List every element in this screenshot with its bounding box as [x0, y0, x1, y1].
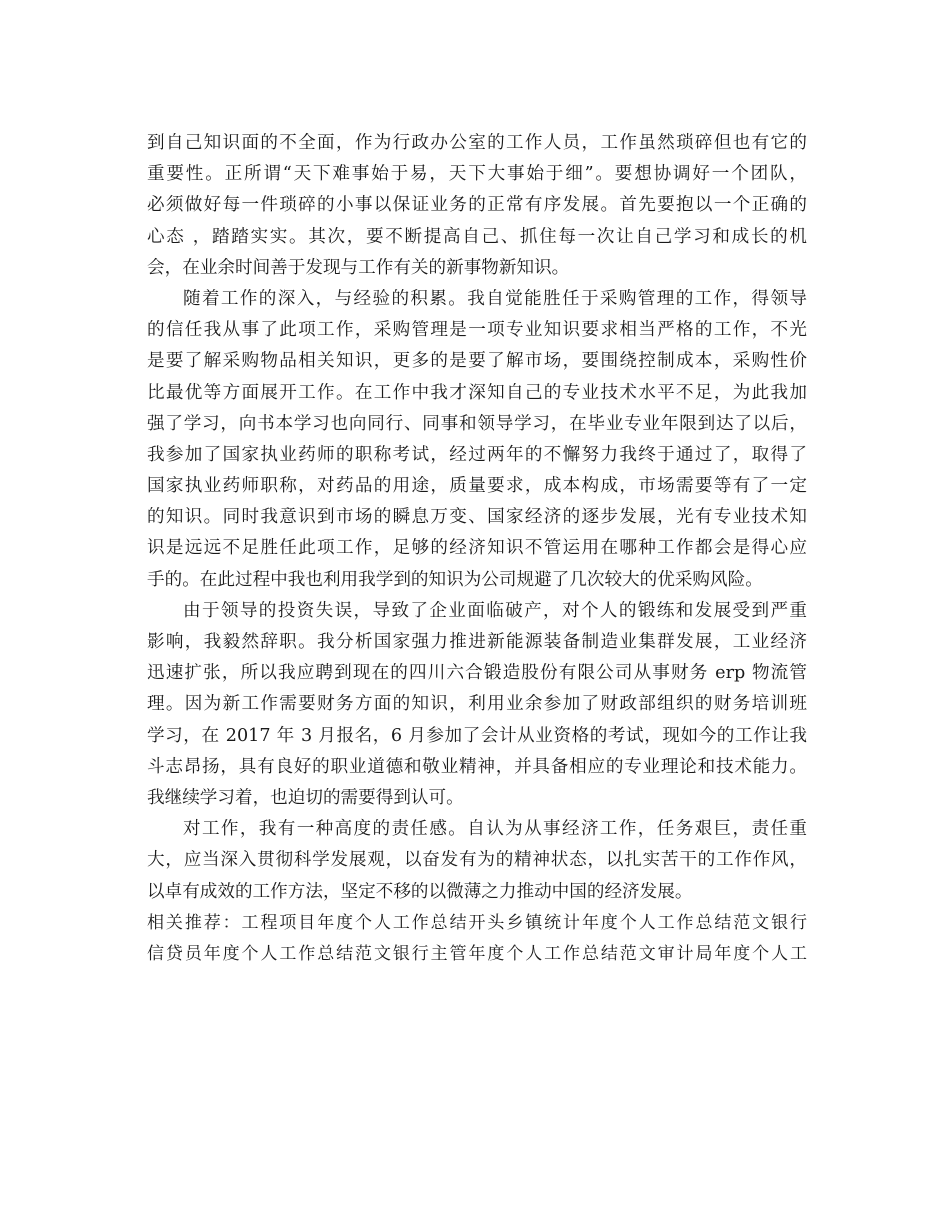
text-line: 到自己知识面的不全面，作为行政办公室的工作人员，工作虽然琐碎但也有它的 [147, 133, 807, 153]
paragraph-2 [147, 284, 807, 596]
text-line: 会，在业余时间善于发现与工作有关的新事物新知识。 [147, 257, 570, 278]
paragraph-3 [147, 596, 807, 814]
text-line: 重要性。正所谓“天下难事始于易，天下大事始于细”。要想协调好一个团队， [147, 164, 807, 185]
text-line: 由于领导的投资失误，导致了企业面临破产，对个人的锻练和发展受到严重 [183, 600, 807, 621]
text-line: 比最优等方面展开工作。在工作中我才深知自己的专业技术水平不足，为此我加 [147, 382, 807, 403]
text-line: 大，应当深入贯彻科学发展观，以奋发有为的精神状态，以扎实苦干的工作作风， [147, 850, 807, 871]
text-line: 影响，我毅然辞职。我分析国家强力推进新能源装备制造业集群发展，工业经济 [147, 632, 807, 652]
text-line: 迅速扩张，所以我应聘到现在的四川六合锻造股份有限公司从事财务 erp 物流管 [147, 663, 807, 684]
text-line: 国家执业药师职称，对药品的用途，质量要求，成本构成，市场需要等有了一定 [147, 476, 807, 497]
recommend-line: 相关推荐：工程项目年度个人工作总结开头乡镇统计年度个人工作总结范文银行 [147, 912, 807, 933]
text-line: 随着工作的深入，与经验的积累。我自觉能胜任于采购管理的工作，得领导 [183, 288, 807, 309]
text-line: 对工作，我有一种高度的责任感。自认为从事经济工作，任务艰巨，责任重 [183, 819, 807, 840]
paragraph-4 [147, 814, 807, 908]
text-line: 斗志昂扬，具有良好的职业道德和敬业精神，并具备相应的专业理论和技术能力。 [147, 756, 807, 777]
text-line: 我参加了国家执业药师的职称考试，经过两年的不懈努力我终于通过了，取得了 [147, 444, 807, 465]
text-line: 我继续学习着，也迫切的需要得到认可。 [147, 787, 464, 808]
text-line: 强了学习，向书本学习也向同行、同事和领导学习，在毕业专业年限到达了以后， [147, 413, 807, 434]
related-recommendations [147, 908, 807, 970]
text-line: 的知识。同时我意识到市场的瞬息万变、国家经济的逐步发展，光有专业技术知 [147, 507, 807, 528]
text-line: 识是远远不足胜任此项工作，足够的经济知识不管运用在哪种工作都会是得心应 [147, 538, 807, 559]
text-line: 以卓有成效的工作方法，坚定不移的以微薄之力推动中国的经济发展。 [147, 881, 693, 902]
paragraph-1 [147, 128, 807, 284]
text-line: 理。因为新工作需要财务方面的知识，利用业余参加了财政部组织的财务培训班 [147, 694, 807, 715]
text-line: 是要了解采购物品相关知识，更多的是要了解市场，要围绕控制成本，采购性价 [147, 351, 807, 372]
text-line: 的信任我从事了此项工作，采购管理是一项专业知识要求相当严格的工作，不光 [147, 320, 807, 341]
text-line: 心态 ，踏踏实实。其次，要不断提高自己、抓住每一次让自己学习和成长的机 [147, 226, 807, 247]
text-line: 手的。在此过程中我也利用我学到的知识为公司规避了几次较大的优采购风险。 [147, 569, 763, 590]
text-line: 必须做好每一件琐碎的小事以保证业务的正常有序发展。首先要抱以一个正确的 [147, 195, 807, 216]
document-body [147, 128, 807, 970]
text-line: 学习，在 2017 年 3 月报名，6 月参加了会计从业资格的考试，现如今的工作让我 [147, 725, 807, 746]
recommend-line: 信贷员年度个人工作总结范文银行主管年度个人工作总结范文审计局年度个人工 [147, 943, 807, 964]
